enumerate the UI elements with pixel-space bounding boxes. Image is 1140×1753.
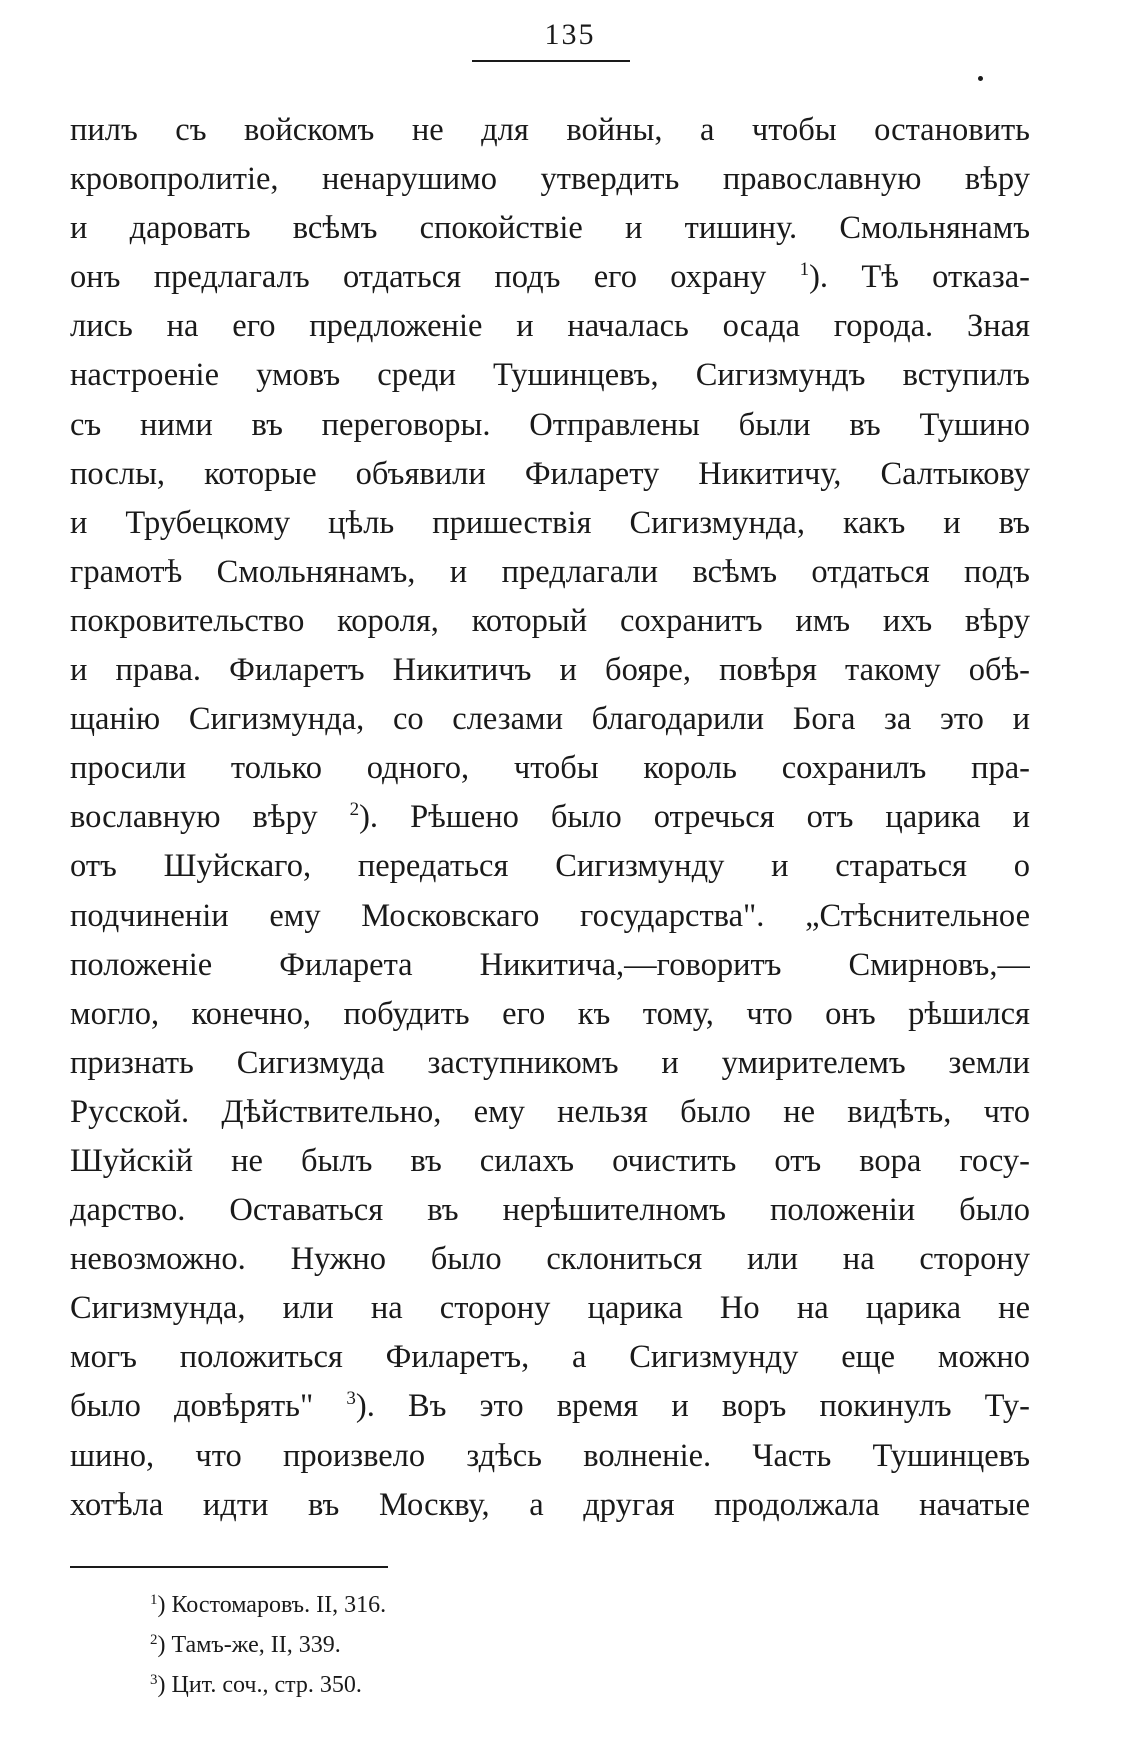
footnotes	[150, 1585, 850, 1705]
text-line	[70, 155, 1030, 204]
text-line-content: и Трубецкому цѣль пришествія Сигизмунда, какъ и въ	[70, 504, 1030, 541]
text-line-content: грамотѣ Смольнянамъ, и предлагали всѣмъ отдаться подъ	[70, 553, 1030, 590]
text-line-content: покровительство короля, который сохранитъ имъ ихъ вѣру	[70, 602, 1030, 639]
text-line-content: кровопролитіе, ненарушимо утвердить православную вѣру	[70, 161, 1030, 198]
text-line	[70, 597, 1030, 646]
text-line-content: Русской. Дѣйствительно, ему нельзя было не видѣть, что	[70, 1093, 1030, 1130]
text-line-content: подчиненіи ему Московскаго государства". „Стѣснительное	[70, 897, 1030, 934]
text-line	[70, 1481, 1030, 1530]
text-line	[70, 793, 1030, 842]
text-line	[70, 1333, 1030, 1382]
text-line	[70, 548, 1030, 597]
text-line	[70, 941, 1030, 990]
footnote-text: ) Цит. соч., стр. 350.	[157, 1672, 362, 1698]
text-line	[70, 1235, 1030, 1284]
text-line-content: пилъ съ войскомъ не для войны, а чтобы остановить	[70, 112, 1030, 148]
text-line-content: лись на его предложеніе и началась осада города. Зная	[70, 308, 1030, 345]
text-line-content: просили только одного, чтобы король сохранилъ пра-	[70, 750, 1030, 787]
text-line	[70, 646, 1030, 695]
page-number: 135	[544, 18, 596, 51]
text-line	[70, 401, 1030, 450]
text-line	[70, 1382, 1030, 1431]
text-line	[70, 1186, 1030, 1235]
footnote-reference: 3	[346, 1388, 356, 1410]
text-line-content: хотѣла идти въ Москву, а другая продолжала начатые	[70, 1486, 1030, 1523]
text-line-continuation: ). Въ это время и воръ покинулъ Ту-	[355, 1388, 1030, 1425]
text-line-content: было довѣрять"	[70, 1388, 347, 1425]
print-speck	[978, 76, 983, 81]
text-line-content: шино, что произвело здѣсь волненіе. Часть Тушинцевъ	[70, 1437, 1030, 1474]
text-line-content: положеніе Филарета Никитича,—говоритъ Смирновъ,—	[70, 946, 1030, 983]
text-line	[70, 1137, 1030, 1186]
text-line-content: и даровать всѣмъ спокойствіе и тишину. Смольнянамъ	[70, 210, 1030, 247]
text-line	[70, 1432, 1030, 1481]
text-line	[70, 450, 1030, 499]
page-number-rule	[472, 60, 630, 62]
footnote-mark: 3	[150, 1672, 158, 1688]
footnote	[150, 1665, 850, 1705]
text-line	[70, 1088, 1030, 1137]
text-line-content: вославную вѣру	[70, 799, 350, 836]
footnote	[150, 1625, 850, 1665]
footnote-reference: 1	[799, 259, 810, 281]
text-line-content: дарство. Оставаться въ нерѣшителномъ положеніи было	[70, 1192, 1030, 1229]
text-line	[70, 204, 1030, 253]
text-line-continuation: ). Тѣ отказа-	[809, 259, 1030, 296]
text-line-content: отъ Шуйскаго, передаться Сигизмунду и стараться о	[70, 848, 1030, 885]
text-line	[70, 1039, 1030, 1088]
text-line	[70, 499, 1030, 548]
text-line	[70, 106, 1030, 155]
text-line	[70, 351, 1030, 400]
footnote-reference: 2	[349, 799, 360, 821]
text-line	[70, 842, 1030, 891]
text-line-content: признать Сигизмуда заступникомъ и умирителемъ земли	[70, 1044, 1030, 1081]
text-line-content: могъ положиться Филаретъ, а Сигизмунду еще можно	[70, 1339, 1030, 1376]
text-line-content: щанію Сигизмунда, со слезами благодарили Бога за это и	[70, 701, 1030, 738]
text-line	[70, 302, 1030, 351]
text-line	[70, 253, 1030, 302]
footnote-mark: 2	[150, 1632, 158, 1648]
footnote-text: ) Костомаровъ. II, 316.	[157, 1592, 387, 1618]
text-line-content: невозможно. Нужно было склониться или на сторону	[70, 1241, 1030, 1278]
footnote-mark: 1	[150, 1592, 158, 1608]
text-line-content: настроеніе умовъ среди Тушинцевъ, Сигизмундъ вступилъ	[70, 357, 1030, 394]
text-line	[70, 892, 1030, 941]
text-line-content: онъ предлагалъ отдаться подъ его охрану	[70, 259, 800, 296]
text-line-content: и права. Филаретъ Никитичъ и бояре, повѣря такому обѣ-	[70, 652, 1030, 689]
text-line-content: Сигизмунда, или на сторону царика Но на царика не	[70, 1290, 1030, 1327]
text-line	[70, 1284, 1030, 1333]
text-line-content: послы, которые объявили Филарету Никитичу, Салтыкову	[70, 455, 1030, 492]
text-line-content: Шуйскій не былъ въ силахъ очистить отъ вора госу-	[70, 1142, 1030, 1179]
text-line	[70, 744, 1030, 793]
text-line-content: могло, конечно, побудить его къ тому, что онъ рѣшился	[70, 995, 1030, 1032]
text-line-content: съ ними въ переговоры. Отправлены были въ Тушино	[70, 406, 1030, 443]
text-line	[70, 990, 1030, 1039]
text-line-continuation: ). Рѣшено было отречься отъ царика и	[359, 799, 1030, 836]
footnote	[150, 1585, 850, 1625]
footnote-rule	[70, 1566, 388, 1568]
footnote-text: ) Тамъ-же, II, 339.	[157, 1632, 341, 1658]
body-text	[70, 106, 1030, 1530]
text-line	[70, 695, 1030, 744]
